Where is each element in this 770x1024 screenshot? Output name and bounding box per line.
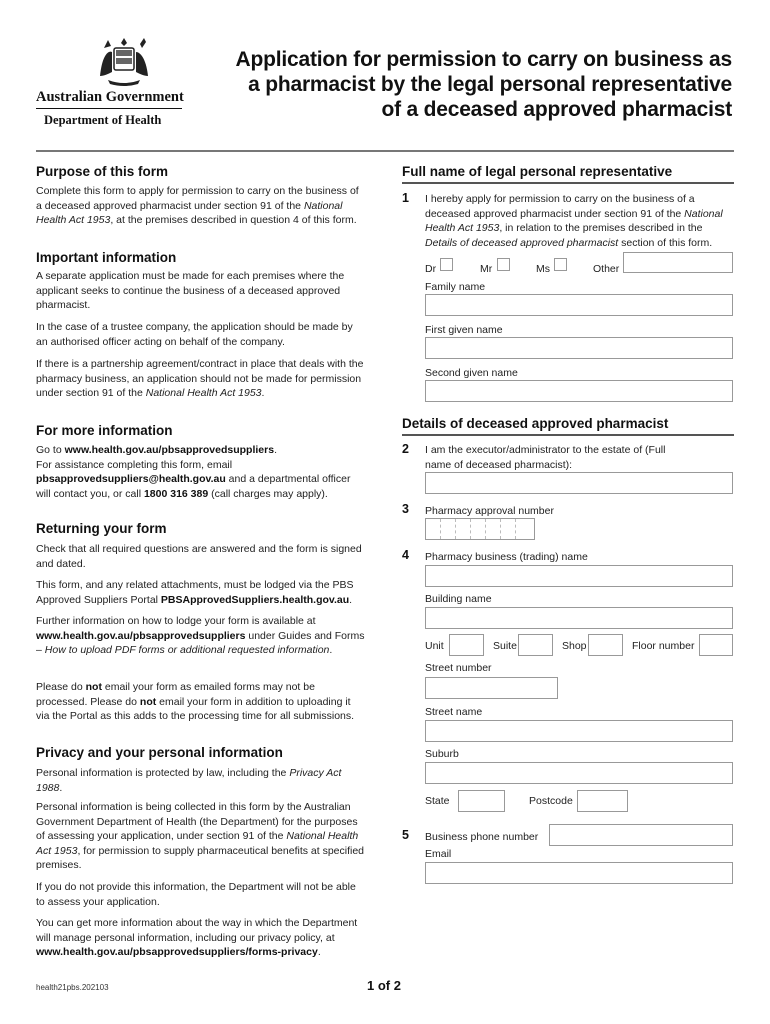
deceased-name-input[interactable]: [425, 472, 733, 494]
australian-government-logo: [36, 36, 186, 131]
returning-text-2: This form, and any related attachments, must be lodged via the PBS Approved Suppliers Portal PBSApprovedSuppliers.health.gov.au.: [36, 579, 354, 606]
page-number: 1 of 2: [367, 978, 401, 993]
coat-of-arms-icon: [94, 36, 154, 88]
important-text-1: A separate application must be made for each premises where the applicant seeks to continue the business of a deceased approved pharmacist.: [36, 270, 345, 311]
deceased-heading: Details of deceased approved pharmacist: [402, 416, 669, 431]
postcode-input[interactable]: [577, 790, 628, 812]
title-dr-label: Dr: [425, 263, 437, 275]
title-ms-checkbox[interactable]: [554, 258, 567, 271]
privacy-heading: Privacy and your personal information: [36, 745, 283, 760]
building-name-label: Building name: [425, 593, 492, 605]
q2-number: 2: [402, 442, 409, 456]
more-info-heading: For more information: [36, 423, 173, 438]
form-code: health21pbs.202103: [36, 983, 109, 992]
q1-text: I hereby apply for permission to carry on the business of a deceased approved pharmacist under section 91 of the National Health Act 1953, in relation to the premises described in the Details of deceased approved pharmacist section of this form.: [425, 193, 723, 249]
returning-text-4: Please do not email your form as emailed forms may not be processed. Please do not email your form in addition to uploading it via the Portal as this adds to the processing time for all submissions.: [36, 681, 355, 722]
email-label: Email: [425, 848, 452, 860]
q3-number: 3: [402, 502, 409, 516]
privacy-text-4: You can get more information about the way in which the Department will manage personal information, including our privacy policy, at www.health.gov.au/pbsapprovedsuppliers/forms-privacy.: [36, 917, 358, 958]
q2-text: I am the executor/administrator to the estate of (Full name of deceased pharmacist):: [425, 444, 666, 471]
building-name-input[interactable]: [425, 607, 733, 629]
important-text-3: If there is a partnership agreement/contract in place that deals with the pharmacy business, an application should not be made for permission under section 91 of the National Health Act 1953.: [36, 358, 364, 399]
q3-text: Pharmacy approval number: [425, 505, 554, 517]
suburb-label: Suburb: [425, 748, 459, 760]
title-dr-checkbox[interactable]: [440, 258, 453, 271]
purpose-text: Complete this form to apply for permission to carry on the business of a deceased approved pharmacist under section 91 of the National Health Act 1953, at the premises described in question 4 of this form.: [36, 185, 359, 226]
title-mr-checkbox[interactable]: [497, 258, 510, 271]
guides-link[interactable]: www.health.gov.au/pbsapprovedsuppliers: [36, 629, 246, 642]
important-text-2: In the case of a trustee company, the application should be made by an authorised officer acting on behalf of the company.: [36, 321, 353, 348]
title-ms-label: Ms: [536, 263, 550, 275]
contact-email-link[interactable]: pbsapprovedsuppliers@health.gov.au: [36, 473, 226, 485]
shop-label: Shop: [562, 640, 587, 652]
street-name-input[interactable]: [425, 720, 733, 742]
title-other-input[interactable]: [623, 252, 733, 273]
more-info-link[interactable]: www.health.gov.au/pbsapprovedsuppliers: [64, 444, 275, 456]
returning-heading: Returning your form: [36, 521, 167, 536]
q5-number: 5: [402, 828, 409, 842]
lpr-heading: Full name of legal personal representative: [402, 164, 673, 179]
first-given-name-label: First given name: [425, 324, 503, 336]
returning-text-3: Further information on how to lodge your form is available at www.health.gov.au/pbsapprovedsuppliers under Guides and Forms – How to upload PDF forms or additional requested information.: [36, 615, 365, 656]
family-name-input[interactable]: [425, 294, 733, 316]
q5-text: Business phone number: [425, 831, 539, 843]
title-line-1: Application for permission to carry on business as: [235, 48, 732, 71]
suite-label: Suite: [493, 640, 517, 652]
second-given-name-input[interactable]: [425, 380, 733, 402]
more-info-text: Go to www.health.gov.au/pbsapprovedsuppliers. For assistance completing this form, email pbsapprovedsuppliers@health.gov.au and a departmental officer will contact you, or call 1800 316 389 (call charges may apply).: [36, 444, 351, 500]
purpose-heading: Purpose of this form: [36, 164, 169, 179]
important-heading: Important information: [36, 250, 177, 265]
returning-text-1: Check that all required questions are answered and the form is signed and dated.: [36, 543, 362, 570]
title-mr-label: Mr: [480, 263, 493, 275]
q1-number: 1: [402, 191, 409, 205]
email-input[interactable]: [425, 862, 733, 884]
title-other-label: Other: [593, 263, 620, 275]
lpr-heading-rule: [402, 182, 734, 184]
street-number-input[interactable]: [425, 677, 558, 699]
postcode-label: Postcode: [529, 795, 573, 807]
q4-text: Pharmacy business (trading) name: [425, 551, 588, 563]
title-line-3: of a deceased approved pharmacist: [381, 98, 732, 121]
deceased-heading-rule: [402, 434, 734, 436]
privacy-link[interactable]: www.health.gov.au/pbsapprovedsuppliers/forms-privacy: [36, 946, 318, 958]
street-name-label: Street name: [425, 706, 483, 718]
unit-label: Unit: [425, 640, 444, 652]
privacy-text-3: If you do not provide this information, the Department will not be able to assess your application.: [36, 881, 356, 908]
title-line-2: a pharmacist by the legal personal representative: [248, 73, 732, 96]
state-label: State: [425, 795, 450, 807]
privacy-text-1: Personal information is protected by law, including the Privacy Act 1988.: [36, 767, 342, 794]
shop-input[interactable]: [588, 634, 623, 656]
approval-number-input[interactable]: [425, 518, 535, 540]
trading-name-input[interactable]: [425, 565, 733, 587]
suite-input[interactable]: [518, 634, 553, 656]
header-divider: [36, 150, 734, 152]
unit-input[interactable]: [449, 634, 484, 656]
floor-number-input[interactable]: [699, 634, 733, 656]
privacy-text-2: Personal information is being collected in this form by the Australian Government Department of Health (the Department) for the purposes of assessing your application, under section 91 of the National Health Act 1953, for permission to supply pharmaceutical benefits at specified premises.: [36, 801, 365, 871]
first-given-name-input[interactable]: [425, 337, 733, 359]
floor-number-label: Floor number: [632, 640, 695, 652]
department-name: Department of Health: [44, 113, 162, 127]
suburb-input[interactable]: [425, 762, 733, 784]
street-number-label: Street number: [425, 662, 492, 674]
contact-phone: 1800 316 389: [143, 487, 209, 500]
family-name-label: Family name: [425, 281, 486, 293]
state-input[interactable]: [458, 790, 505, 812]
portal-link[interactable]: PBSApprovedSuppliers.health.gov.au: [160, 593, 350, 606]
business-phone-input[interactable]: [549, 824, 733, 846]
page-title: [212, 47, 732, 122]
logo-divider: [36, 108, 182, 109]
government-name: Australian Government: [36, 89, 184, 105]
second-given-name-label: Second given name: [425, 367, 518, 379]
q4-number: 4: [402, 548, 409, 562]
